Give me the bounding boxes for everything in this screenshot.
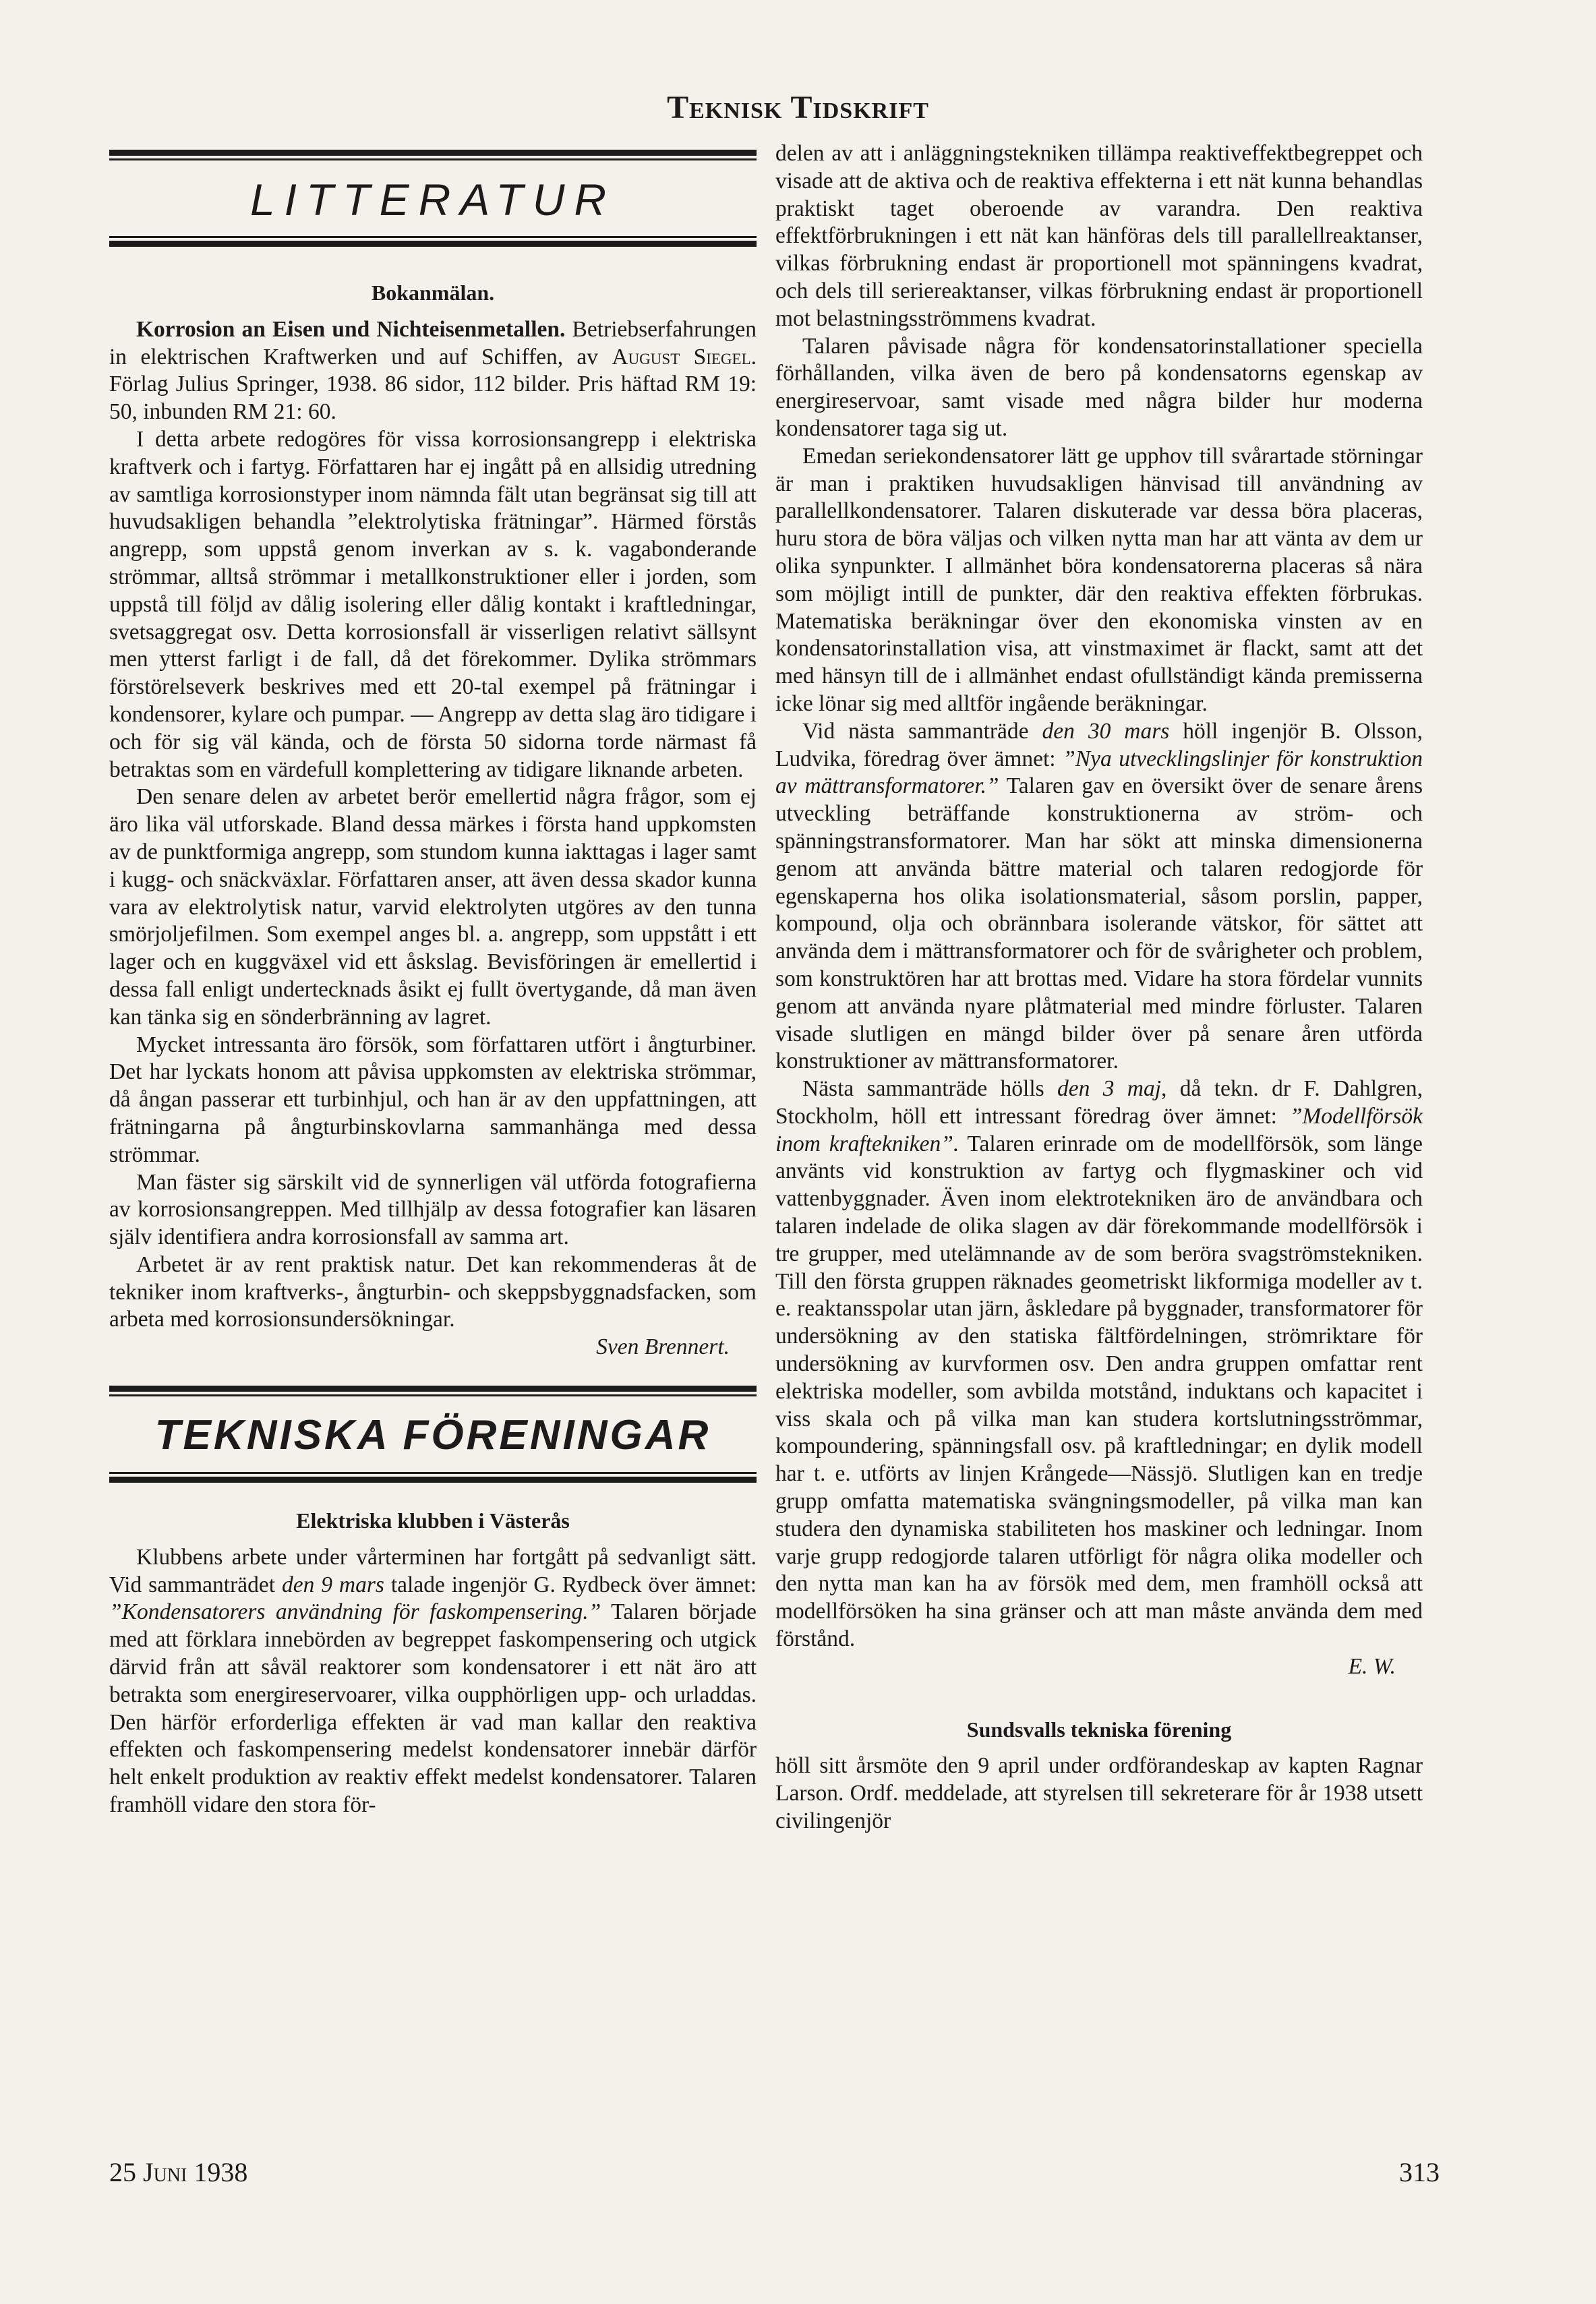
review-paragraph: Man fäster sig särskilt vid de synnerligen väl utförda fotografierna av korrosionsangreppen. Med tillhjälp av dessa fotografier kan läsaren själv identifiera andra korrosionsfall av samma art. [109, 1169, 757, 1250]
footer-date: 25 Juni 1938 [109, 2157, 248, 2187]
club-paragraph: Nästa sammanträde hölls den 3 maj, då tekn. dr F. Dahlgren, Stockholm, höll ett intressant föredrag över ämnet: ”Modellförsök inom kraftekniken”. Talaren erinrade om de modellförsök, som länge använts vid konstruktion av fartyg och flygmaskiner och vid vattenbyggnader. Även inom elektrotekniken äro de användbara och talaren indelade de olika slagen av där förekommande modellförsök i tre grupper, med utelämnande av de som beröra svagströmstekniken. Till den första gruppen räknades geometriskt likformiga modeller av t. e. reaktansspolar utan järn, åskledare på byggnader, transformatorer för undersökning av den statiska fältfördelningen, strömriktare för undersökning av kurvformen osv. Den andra gruppen omfattar rent elektriska modeller, som avbilda motstånd, induktans och kapacitet i viss skala och på vilka man kan studera kortslutningsströmmar, kompoundering, spänningsfall osv. på kraftledningar; en dylik modell har t. e. utförts av linjen Krångede—Nässjö. Slutligen kan en tredje grupp omfatta matematiska svängningsmodeller, på vilka man kan studera den dynamiska stabiliteten hos maskiner och ledningar. Inom varje grupp redogjorde talaren utförligt för några olika modeller och den nytta man kan ha av försök med dem, men framhöll också att modellförsöken ha sina gränser och att man måste använda dem med förstånd. [775, 1076, 1423, 1652]
journal-title: Teknisk Tidskrift [667, 90, 929, 125]
club-paragraph: Talaren påvisade några för kondensatorinstallationer speciella förhållanden, vilka även de bero på kondensatorns egenskap av energireservoar, samt visade med några bilder hur moderna kondensatorer taga sig ut. [775, 333, 1423, 441]
rule [109, 1477, 757, 1483]
review-paragraph: Arbetet är av rent praktisk natur. Det kan rekommenderas åt de tekniker inom kraftverks-, ångturbin- och skeppsbyggnadsfacken, som arbeta med korrosionsundersökningar. [109, 1251, 757, 1332]
subhead-sundsvall: Sundsvalls tekniska förening [966, 1717, 1232, 1742]
subhead-elektriska-klubben: Elektriska klubben i Västerås [296, 1508, 570, 1533]
club-paragraph: Klubbens arbete under vårterminen har fortgått på sedvanligt sätt. Vid sammanträdet den 9 mars talade ingenjör G. Rydbeck över ämnet: ”Kondensatorers användning för faskompensering.” Talaren började med att förklara innebörden av begreppet faskompensering och utgick därvid från att såväl reaktorer som kondensatorer i ett nät äro att betrakta som energireservoarer, vilka oupphörligen upp- och urladdas. Den härför erforderliga effekten är vad man kallar den reaktiva effekten och faskompensering medelst kondensatorer innebär därför helt enkelt produktion av reaktiv effekt medelst kondensatorer. Talaren framhöll vidare den stora för- [109, 1544, 757, 1818]
sundsvall-paragraph: höll sitt årsmöte den 9 april under ordförandeskap av kapten Ragnar Larson. Ordf. meddelade, att styrelsen till sekreterare för år 1938 utsett civilingenjör [775, 1753, 1423, 1834]
rule [109, 150, 757, 156]
club-paragraph: Vid nästa sammanträde den 30 mars höll ingenjör B. Olsson, Ludvika, föredrag över ämnet: ”Nya utvecklingslinjer för konstruktion av mättransformatorer.” Talaren gav en översikt över de senare årens utveckling beträffande konstruktionerna av ström- och spänningstransformatorer. Man har sökt att minska dimensionerna genom att använda bättre material och talaren redogjorde för egenskaperna hos olika isolationsmaterial, såsom porslin, papper, kompound, olja och obrännbara isolerande vätskor, för sättet att använda dem i mättransformatorer och för de svårigheter och problem, som konstruktören har att brottas med. Vidare ha stora fördelar vunnits genom att använda nyare plåtmaterial med mindre förluster. Talaren visade slutligen en mängd bilder över på senare åren utförda konstruktioner av mättransformatorer. [775, 718, 1423, 1074]
subhead-bokanmalan: Bokanmälan. [371, 280, 495, 305]
club-signature: E. W. [1348, 1653, 1396, 1679]
section-title-litteratur: LITTERATUR [249, 175, 616, 225]
section-title-tekniska-foreningar: TEKNISKA FÖRENINGAR [154, 1412, 711, 1459]
rule [109, 158, 757, 160]
rule [109, 1394, 757, 1396]
book-title: Korrosion an Eisen und Nichteisenmetallen. [136, 316, 566, 342]
rule [109, 1386, 757, 1392]
page-number: 313 [1399, 2157, 1440, 2187]
club-paragraph: Emedan seriekondensatorer lätt ge upphov till svårartade störningar är man i praktiken huvudsakligen hänvisad till användning av parallellkondensatorer. Talaren diskuterade var dessa böra placeras, huru stora de böra väljas och vilken nytta man har att vänta av dem ur olika synpunkter. I allmänhet böra kondensatorerna placeras så nära som möjligt intill de punkter, där den reaktiva effekten förbrukas. Matematiska beräkningar över den ekonomiska vinsten av en kondensatorinstallation visa, att vinstmaximet är flackt, samt att det med hänsyn till de i allmänhet endast ofullständigt kända premisserna icke lönar sig med alltför ingående beräkningar. [775, 443, 1423, 716]
review-paragraph: Korrosion an Eisen und Nichteisenmetallen. Betriebserfahrungen in elektrischen Kraftwerken und auf Schiffen, av August Siegel. Förlag Julius Springer, 1938. 86 sidor, 112 bilder. Pris häftad RM 19: 50, inbunden RM 21: 60. [109, 316, 757, 425]
review-paragraph: Mycket intressanta äro försök, som författaren utfört i ångturbiner. Det har lyckats honom att påvisa uppkomsten av elektriska strömmar, då ångan passerar ett turbinhjul, och han är av den uppfattningen, att frätningarna på ångturbinskovlarna sammanhänga med dessa strömmar. [109, 1032, 757, 1167]
review-paragraph: I detta arbete redogöres för vissa korrosionsangrepp i elektriska kraftverk och i fartyg. Författaren har ej ingått på en allsidig utredning av samtliga korrosionstyper inom nämnda fält utan begränsat sig till att huvudsakligen behandla ”elektrolytiska frätningar”. Härmed förstås angrepp, som uppstå genom inverkan av s. k. vagabonderande strömmar, alltså strömmar i metallkonstruktioner eller i jorden, som uppstå till följd av dålig isolering eller dålig kontakt i kraftledningar, svetsaggregat osv. Detta korrosionsfall är visserligen relativt sällsynt men ytterst farligt i de fall, då det förekommer. Dylika strömmars förstörelseverk beskrives med ett 20-tal exempel på frätningar i kondensorer, kylare och pumpar. — Angrepp av detta slag äro tidigare i och för sig väl kända, och de första 50 sidorna torde närmast få betraktas som en värdefull komplettering av tidigare liknande arbeten. [109, 426, 757, 782]
club-paragraph: delen av att i anläggningstekniken tillämpa reaktiveffektbegreppet och visade att de aktiva och de reaktiva effekterna i ett nät kunna behandlas praktiskt taget oberoende av varandra. Den reaktiva effektförbrukningen i ett nät kan hänföras dels till parallellreaktanser, vilkas förbrukning endast är proportionell mot spänningens kvadrat, och dels till seriereaktanser, vilkas förbrukning endast är proportionell mot belastningsströmmens kvadrat. [775, 141, 1423, 331]
review-signature: Sven Brennert. [596, 1334, 730, 1360]
review-paragraph: Den senare delen av arbetet berör emellertid några frågor, som ej äro lika väl utforskade. Bland dessa märkes i första hand uppkomsten av de punktformiga angrepp, som stundom kunna iakttagas i lager samt i kugg- och snäckväxlar. Författaren anser, att även dessa skador kunna vara av elektrolytisk natur, varvid elektrolyten utgöres av den tunna smörjoljefilmen. Som exempel anges bl. a. angrepp, som uppstått i ett lager och en kuggväxel vid ett åskslag. Bevisföringen är emellertid i dessa fall enligt undertecknads åsikt ej fullt övertygande, då man även kan tänka sig en sönderbränning av lagret. [109, 784, 757, 1030]
right-column [775, 140, 1423, 1835]
left-column [109, 150, 757, 1819]
book-author: August Siegel [612, 344, 751, 370]
rule [109, 241, 757, 247]
